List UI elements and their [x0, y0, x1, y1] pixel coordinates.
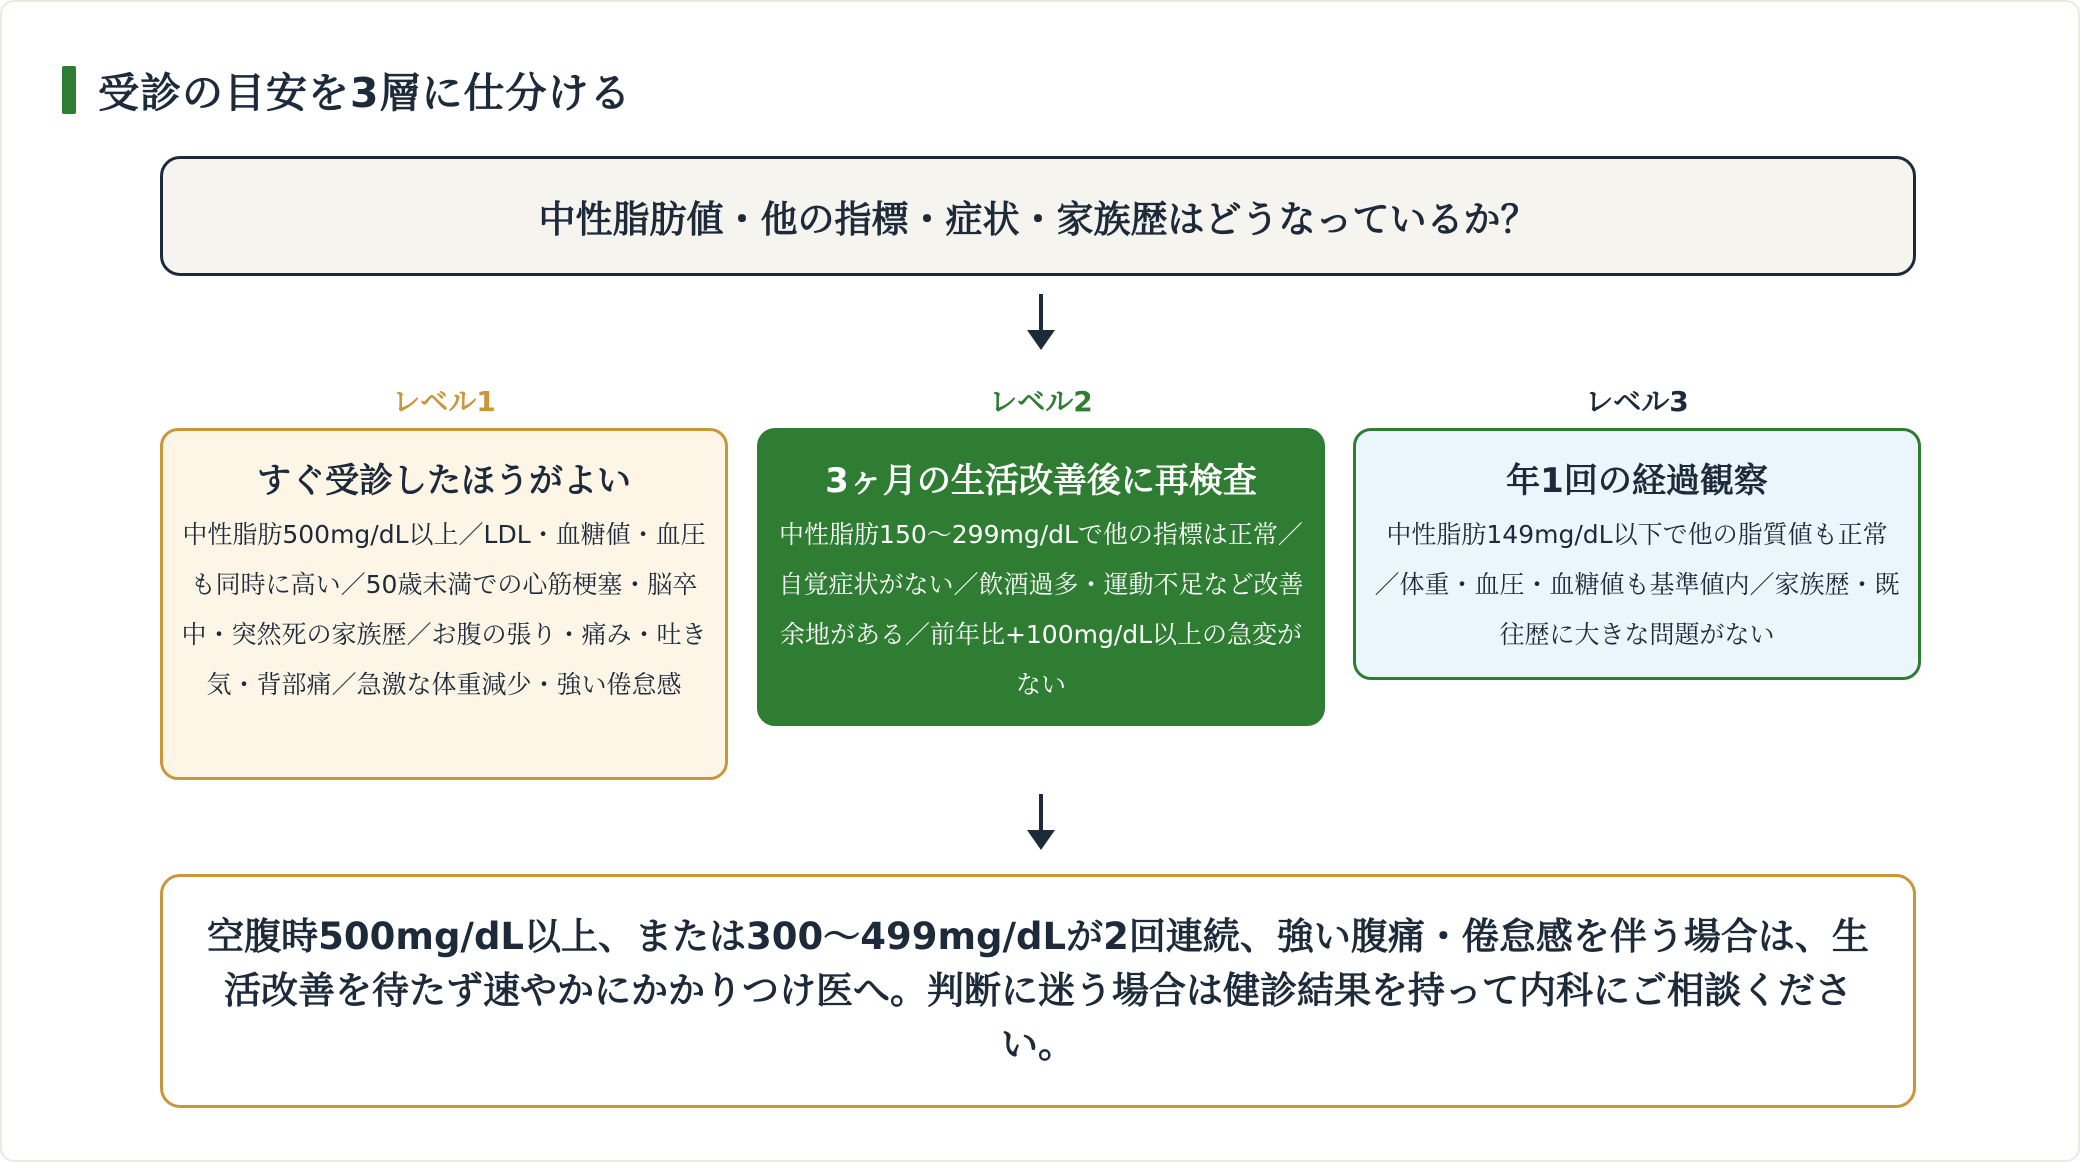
level3-description: 中性脂肪149mg/dL以下で他の脂質値も正常／体重・血圧・血糖値も基準値内／家族歴・既往歴に大きな問題がない: [1374, 520, 1900, 649]
level3-label: レベル3: [1585, 385, 1689, 418]
page-title: 受診の目安を3層に仕分ける: [98, 69, 632, 117]
down-arrow-icon: [1021, 292, 1061, 352]
level2-box: [757, 428, 1325, 726]
level2-title: 3ヶ月の生活改善後に再検査: [825, 461, 1257, 501]
level1-title: すぐ受診したほうがよい: [257, 461, 631, 501]
level1-description: 中性脂肪500mg/dL以上／LDL・血糖値・血圧も同時に高い／50歳未満での心筋梗塞・脳卒中・突然死の家族歴／お腹の張り・痛み・吐き気・背部痛／急激な体重減少・強い倦怠感: [181, 520, 707, 699]
question-box: 中性脂肪値・他の指標・症状・家族歴はどうなっているか？: [160, 156, 1916, 276]
level3-title: 年1回の経過観察: [1506, 461, 1768, 501]
title-accent-bar: [62, 66, 76, 114]
level1-label: レベル1: [392, 385, 496, 418]
down-arrow-icon: [1021, 792, 1061, 852]
title-section: [62, 60, 632, 119]
conclusion-box: 空腹時500mg/dL以上、または300〜499mg/dLが2回連続、強い腹痛・倦怠感を伴う場合は、生活改善を待たず速やかにかかりつけ医へ。判断に迷う場合は健診結果を持って内科にご相談ください。: [160, 874, 1916, 1108]
level2-description: 中性脂肪150〜299mg/dLで他の指標は正常／自覚症状がない／飲酒過多・運動不足など改善余地がある／前年比+100mg/dL以上の急変がない: [778, 520, 1304, 699]
level2-label: レベル2: [989, 385, 1093, 418]
level3-box: [1353, 428, 1921, 680]
level1-box: [160, 428, 728, 780]
